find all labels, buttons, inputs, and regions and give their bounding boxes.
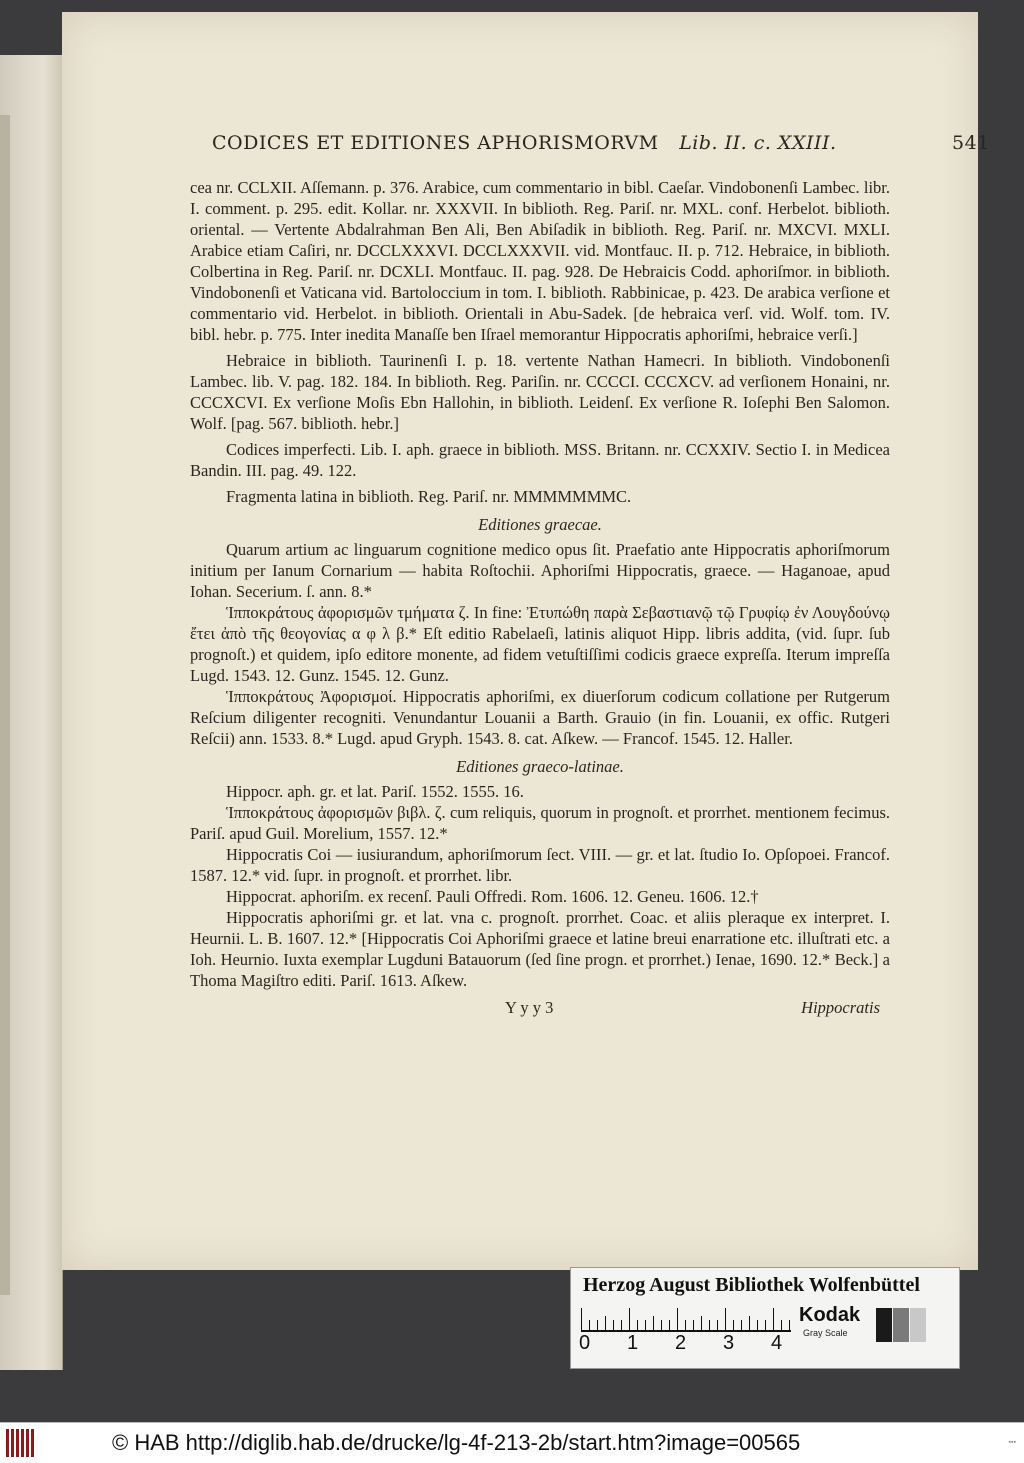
- color-calibration-bar: [570, 1267, 960, 1369]
- kodak-logo: Kodak: [799, 1304, 861, 1326]
- gray-scale-label: Gray Scale: [803, 1328, 848, 1338]
- paragraph: Ἱπποκράτους ἀφορισμῶν βιβλ. ζ. cum reliquis, quorum in prognoſt. et prorrhet. mentionem fecimus. Pariſ. apud Guil. Morelium, 1557. 12.*: [190, 803, 890, 843]
- signature-mark: Y y y 3: [505, 998, 554, 1017]
- hab-logo-icon[interactable]: [6, 1429, 36, 1457]
- paragraph: cea nr. CCLXII. Aſſemann. p. 376. Arabice, cum commentario in bibl. Caeſar. Vindobonenſi Lambec. libr. I. comment. p. 295. edit. Kollar. nr. XXXVII. In biblioth. Reg. Pariſ. nr. MXL. conf. Herbelot. biblioth. oriental. — Vertente Abdalrahman Ben Ali, Ben Abiſadik in biblioth. Reg. Pariſ. nr. MXCVI. MXLI. Arabice etiam Caſiri, nr. DCCLXXXVI. DCCLXXXVII. vid. Montfauc. II. p. 712. Hebraice, in biblioth. Colbertina in Reg. Pariſ. nr. DCXLI. Montfauc. II. pag. 928. De Hebraicis Codd. aphoriſmor. in biblioth. Vindobonenſi et Vaticana vid. Bartoloccium in tom. I. biblioth. Rabbinicae, p. 423. De arabica verſione et commentario vid. Herbelot. in biblioth. Orientali in Abu-Sadek. [de hebraica verſ. vid. Wolf. tom. IV. bibl. hebr. p. 775. Inter inedita Manaſſe ben Iſrael memorantur Hippocratis aphoriſmi, hebraice verſi.]: [190, 178, 890, 344]
- header-section: Lib. II. c. XXIII.: [679, 132, 837, 154]
- scale-numbers: [579, 1332, 809, 1358]
- viewer-status-bar: [0, 1422, 1024, 1463]
- paragraph: Quarum artium ac linguarum cognitione medico opus ſit. Praefatio ante Hippocratis aphoriſmorum initium per Ianum Cornarium — habita Roſtochii. Aphoriſmi Hippocratis, graece. — Haganoae, apud Iohan. Secerium. ſ. ann. 8.*: [190, 540, 890, 601]
- paragraph: Hippocratis Coi — iusiurandum, aphoriſmorum ſect. VIII. — gr. et lat. ſtudio Io. Opſopoei. Francof. 1587. 12.* vid. ſupr. in prognoſt. et prorrhet. libr.: [190, 845, 890, 885]
- body-text: [190, 177, 890, 1019]
- paragraph: Codices imperfecti. Lib. I. aph. graece in biblioth. MSS. Britann. nr. CCXXIV. Sectio I. in Medicea Bandin. III. pag. 49. 122.: [190, 440, 890, 480]
- gray-patch: [910, 1308, 926, 1342]
- paragraph: Hippocr. aph. gr. et lat. Pariſ. 1552. 1555. 16.: [226, 782, 524, 801]
- paragraph: Hippocratis aphoriſmi gr. et lat. vna c. prognoſt. prorrhet. Coac. et aliis pleraque ex interpret. I. Heurnii. L. B. 1607. 12.* [Hippocratis Coi Aphoriſmi graece et latine breui enarratione etc. illuſtrati etc. a Ioh. Heurnio. Iuxta exemplar Lugduni Batauorum (ſed ſine progn. et prorrhet.) Ienae, 1690. 12.* Beck.] a Thoma Magiſtro editi. Pariſ. 1613. Aſkew.: [190, 908, 890, 990]
- gray-patch: [893, 1308, 909, 1342]
- page-shadow: [0, 115, 10, 1295]
- left-page-edge: [0, 55, 63, 1370]
- library-name: Herzog August Bibliothek Wolfenbüttel: [583, 1274, 920, 1296]
- scale-label: 0: [579, 1332, 591, 1354]
- header-title: CODICES ET EDITIONES APHORISMORVM: [212, 132, 659, 154]
- section-heading: Editiones graecae.: [478, 515, 602, 534]
- paragraph: Hippocrat. aphoriſm. ex recenſ. Pauli Offredi. Rom. 1606. 12. Geneu. 1606. 12.†: [226, 887, 759, 906]
- page-number: 541: [952, 132, 990, 154]
- book-page: [62, 12, 990, 1270]
- paragraph: Ἱπποκράτους Ἀφορισμοί. Hippocratis aphoriſmi, ex diuerſorum codicum collatione per Rutgerum Reſcium diligenter recogniti. Venundantur Louanii a Barth. Grauio (in fin. Louanii, ex offic. Rutgeri Reſcii) ann. 1533. 8.* Lugd. apud Gryph. 1543. 8. cat. Aſkew. — Francof. 1545. 12. Haller.: [190, 687, 890, 748]
- mini-label: ▪▪▪: [1008, 1439, 1016, 1446]
- scale-label: 3: [723, 1332, 735, 1354]
- scale-label: 1: [627, 1332, 639, 1354]
- gray-patch: [876, 1308, 892, 1342]
- catchword: Hippocratis: [801, 998, 880, 1017]
- section-heading: Editiones graeco-latinae.: [456, 757, 624, 776]
- page-footer: [190, 997, 890, 1019]
- scale-label: 4: [771, 1332, 783, 1354]
- scale-label: 2: [675, 1332, 687, 1354]
- running-header: [212, 132, 992, 154]
- citation-url[interactable]: © HAB http://diglib.hab.de/drucke/lg-4f-213-2b/start.htm?image=00565: [112, 1430, 801, 1455]
- paragraph: Hebraice in biblioth. Taurinenſi I. p. 18. vertente Nathan Hamecri. In biblioth. Vindobonenſi Lambec. lib. V. pag. 182. 184. In biblioth. Reg. Pariſin. nr. CCCCI. CCCXCV. ad verſionem Honaini, nr. CCCXCVI. Ex verſione Moſis Ebn Hallohin, in biblioth. Leidenſ. Ex verſione R. Ioſephi Ben Salomon. Wolf. [pag. 567. biblioth. hebr.]: [190, 351, 890, 433]
- paragraph: Ἱπποκράτους ἀφορισμῶν τμήματα ζ. In fine: Ἐτυπώθη παρὰ Σεβαστιανῷ τῷ Γρυφίῳ ἐν Λουγδούνῳ ἔτει ἀπὸ τῆς θεογονίας α φ λ β.* Eſt editio Rabelaeſi, latinis aliquot Hipp. libris addita, (vid. ſupr. ſub prognoſt.) et quidem, ipſo editore monente, ad fidem vetuſtiſſimi codicis graece expreſſa. Iterum impreſſa Lugd. 1543. 12. Gunz. 1545. 12. Gunz.: [190, 603, 890, 685]
- scale-ruler: [581, 1308, 791, 1332]
- paragraph: Fragmenta latina in biblioth. Reg. Pariſ. nr. MMMMMMMC.: [226, 487, 632, 506]
